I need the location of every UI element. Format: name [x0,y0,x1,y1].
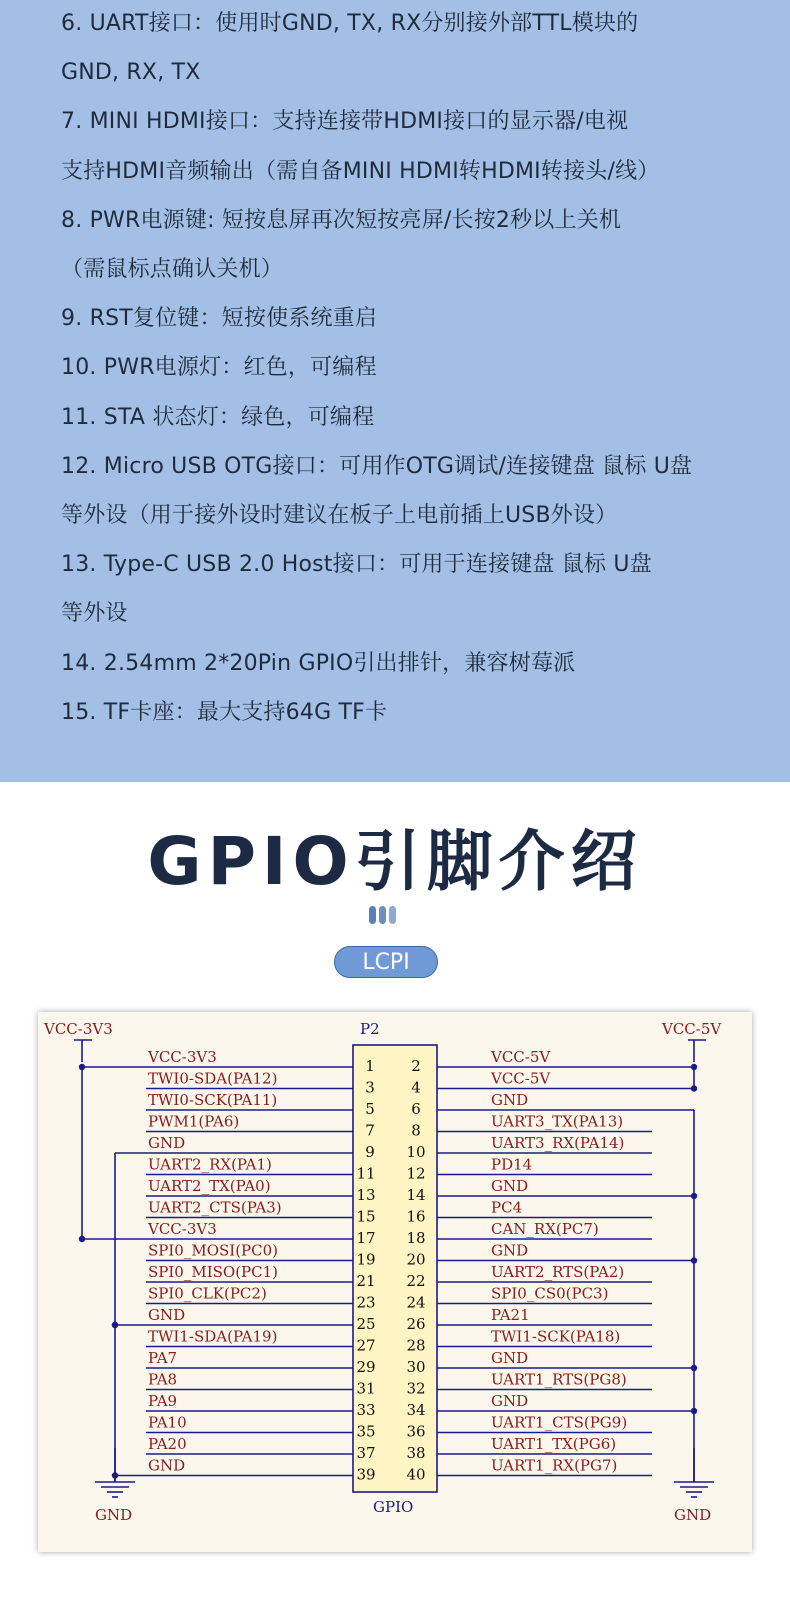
junction-dot [112,1322,118,1328]
pin-number-right: 8 [411,1121,421,1140]
pin-label-left: TWI1-SDA(PA19) [148,1327,278,1346]
section-divider-icon [369,906,401,924]
pin-number-right: 20 [406,1250,426,1269]
connector-ref: P2 [360,1020,380,1038]
power-label-right: VCC-5V [662,1020,722,1038]
pin-number-left: 3 [365,1078,375,1097]
pin-label-right: SPI0_CS0(PC3) [491,1284,609,1303]
pin-label-right: GND [491,1177,529,1195]
pin-number-left: 5 [365,1100,375,1118]
spec-line: 11. STA 状态灯：绿色，可编程 [61,404,375,430]
spec-line: GND, RX, TX [61,60,201,86]
pin-label-right: PC4 [491,1198,523,1217]
pin-label-right: PA21 [491,1306,530,1324]
pin-label-left: UART2_CTS(PA3) [148,1198,282,1217]
pin-label-left: SPI0_CLK(PC2) [148,1284,267,1303]
spec-line: 等外设（用于接外设时建议在板子上电前插上USB外设） [61,503,618,528]
pin-label-right: UART1_RTS(PG8) [491,1370,627,1389]
pin-number-right: 22 [406,1272,426,1290]
spec-line: 7. MINI HDMI接口：支持连接带HDMI接口的显示器/电视 [61,109,629,135]
specs-panel [0,0,790,782]
spec-line: 14. 2.54mm 2*20Pin GPIO引出排针，兼容树莓派 [61,650,576,676]
spec-line: 6. UART接口：使用时GND, TX, RX分别接外部TTL模块的 [61,11,639,36]
pin-number-right: 4 [411,1078,421,1097]
spec-line: 支持HDMI音频输出（需自备MINI HDMI转HDMI转接头/线） [61,158,660,184]
pin-number-right: 18 [406,1229,426,1247]
pin-number-right: 14 [406,1186,426,1204]
pin-label-left: PA20 [148,1435,187,1453]
section-title: GPIO引脚介绍 [147,823,643,900]
pin-number-left: 37 [356,1444,376,1462]
pin-number-left: 25 [356,1315,376,1333]
pin-number-left: 11 [356,1164,376,1183]
ground-label-right: GND [674,1506,712,1524]
pin-number-left: 15 [356,1207,376,1226]
pin-label-right: GND [491,1349,529,1367]
pin-number-left: 35 [356,1422,376,1441]
pin-number-right: 32 [406,1379,426,1398]
pin-label-left: GND [148,1134,186,1152]
pin-label-left: UART2_TX(PA0) [148,1177,271,1195]
pin-number-left: 1 [365,1057,375,1075]
spec-line: 9. RST复位键：短按使系统重启 [61,306,378,332]
pin-number-left: 9 [365,1143,375,1161]
spec-line: 等外设 [61,601,128,627]
spec-line: 15. TF卡座：最大支持64G TF卡 [61,699,388,725]
pin-label-left: PA7 [148,1349,178,1367]
pin-label-right: UART3_TX(PA13) [491,1112,624,1131]
pin-label-left: PA9 [148,1392,178,1410]
pin-number-right: 24 [406,1293,426,1312]
pin-label-right: UART1_RX(PG7) [491,1456,618,1475]
spec-line: 13. Type-C USB 2.0 Host接口：可用于连接键盘 鼠标 U盘 [61,552,652,578]
pin-label-right: VCC-5V [491,1048,551,1066]
pin-label-right: UART1_TX(PG6) [491,1435,617,1453]
spec-line: （需鼠标点确认关机） [61,257,284,282]
pin-number-right: 40 [406,1465,426,1484]
pin-label-left: PA8 [148,1370,178,1389]
connector-name: GPIO [373,1498,414,1516]
pin-label-left: PA10 [148,1413,187,1432]
pin-number-left: 17 [356,1229,376,1247]
pin-label-left: PWM1(PA6) [148,1112,240,1131]
pin-number-left: 39 [356,1465,376,1484]
pin-number-left: 27 [356,1336,376,1355]
spec-line: 12. Micro USB OTG接口：可用作OTG调试/连接键盘 鼠标 U盘 [61,453,693,479]
spec-line: 8. PWR电源键: 短按息屏再次短按亮屏/长按2秒以上关机 [61,207,622,233]
pin-number-left: 21 [356,1272,376,1290]
gpio-schematic [38,1012,752,1552]
pin-label-right: GND [491,1241,529,1260]
pin-number-right: 28 [406,1336,426,1355]
pin-label-left: GND [148,1456,186,1475]
pin-label-right: UART3_RX(PA14) [491,1134,625,1152]
board-label-badge: LCPI [334,946,438,978]
pin-number-left: 29 [356,1358,376,1376]
pin-label-left: SPI0_MOSI(PC0) [148,1241,279,1260]
pin-number-right: 38 [406,1444,426,1462]
pin-number-right: 12 [406,1164,426,1183]
pin-number-right: 26 [406,1315,426,1333]
pin-number-left: 7 [365,1121,375,1140]
pin-number-left: 13 [356,1186,376,1204]
pin-number-right: 30 [406,1358,426,1376]
pin-number-right: 10 [406,1143,426,1161]
pin-label-right: VCC-5V [491,1069,551,1088]
pin-number-left: 33 [356,1401,376,1419]
power-label-left: VCC-3V3 [44,1020,113,1038]
pin-label-right: PD14 [491,1155,533,1174]
pin-label-left: VCC-3V3 [148,1220,217,1238]
pin-label-right: TWI1-SCK(PA18) [491,1327,621,1346]
pin-label-left: UART2_RX(PA1) [148,1155,272,1174]
pin-number-right: 6 [411,1100,421,1118]
pin-number-right: 16 [406,1207,426,1226]
pin-number-left: 23 [356,1293,376,1312]
pin-number-right: 2 [411,1057,421,1075]
pin-label-left: TWI0-SDA(PA12) [148,1069,278,1088]
pin-number-right: 34 [406,1401,426,1419]
pin-label-right: UART2_RTS(PA2) [491,1263,625,1281]
pin-label-right: UART1_CTS(PG9) [491,1413,628,1432]
pin-number-left: 19 [356,1250,376,1269]
ground-label-left: GND [95,1506,133,1524]
pin-number-right: 36 [406,1422,426,1441]
pin-label-left: TWI0-SCK(PA11) [148,1091,278,1109]
pin-label-left: SPI0_MISO(PC1) [148,1263,279,1281]
pin-label-right: GND [491,1392,529,1410]
pin-label-right: GND [491,1091,529,1109]
pin-label-left: GND [148,1306,186,1324]
pin-label-left: VCC-3V3 [148,1048,217,1066]
spec-line: 10. PWR电源灯：红色，可编程 [61,355,377,381]
pin-number-left: 31 [356,1379,376,1398]
pin-label-right: CAN_RX(PC7) [491,1220,599,1238]
